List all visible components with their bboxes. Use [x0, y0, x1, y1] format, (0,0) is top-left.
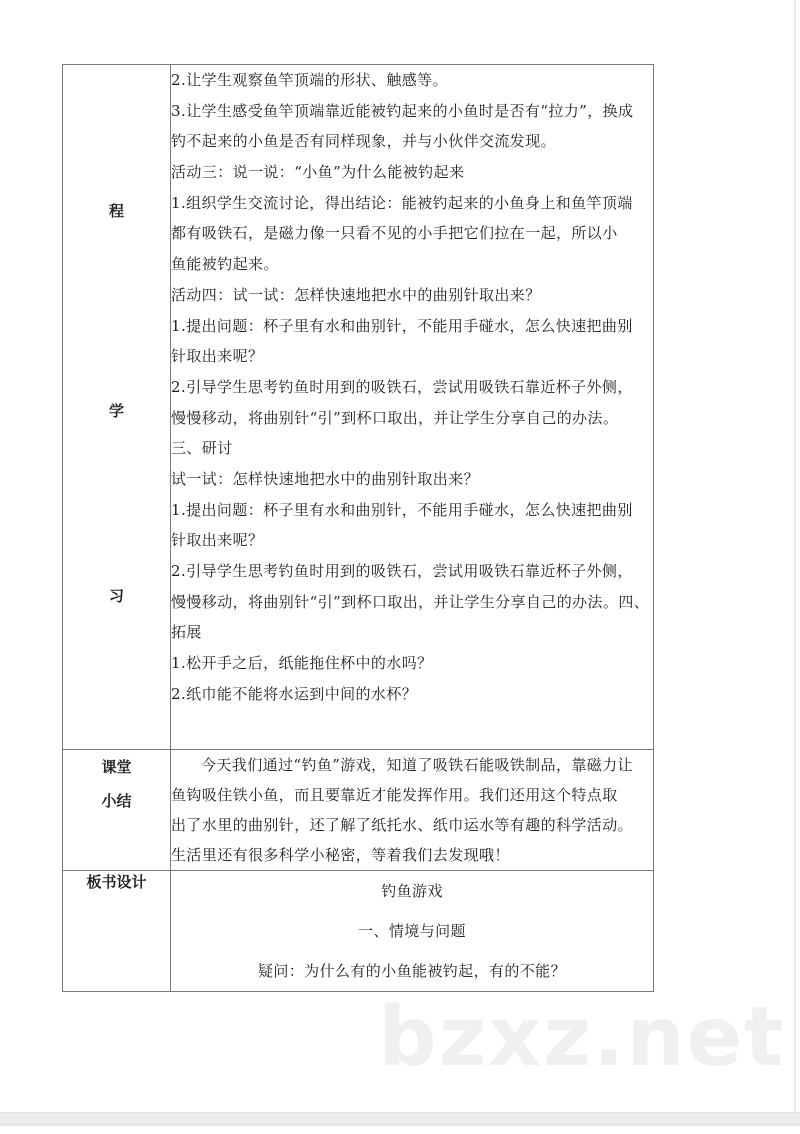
label-char-xue: 学 — [108, 402, 124, 420]
section-heading: 拓展 — [171, 623, 202, 642]
page-edge — [794, 0, 796, 1112]
text-line: 钓不起来的小鱼是否有同样现象，并与小伙伴交流发现。 — [171, 132, 557, 151]
table-row-summary — [63, 750, 654, 871]
board-label-cell: 板书设计 — [63, 871, 171, 992]
page-separator — [0, 1112, 800, 1126]
text-line: 针取出来呢？ — [171, 531, 264, 550]
board-title: 钓鱼游戏 — [381, 882, 443, 900]
activity-heading: 活动三：说一说：“小鱼”为什么能被钓起来 — [171, 163, 465, 182]
process-label-cell — [63, 65, 171, 750]
text-line: 3.让学生感受鱼竿顶端靠近能被钓起来的小鱼时是否有“拉力”，换成 — [171, 101, 634, 120]
label-char-xi: 习 — [108, 587, 124, 605]
board-content-cell — [171, 871, 654, 992]
table-row-board — [63, 871, 654, 992]
lesson-plan-table — [62, 64, 654, 992]
text-line: 1.提出问题：杯子里有水和曲别针，不能用手碰水，怎么快速把曲别 — [171, 316, 633, 335]
table-row-process — [63, 65, 654, 750]
text-line: 1.组织学生交流讨论，得出结论：能被钓起来的小鱼身上和鱼竿顶端 — [171, 193, 633, 212]
process-content-cell — [171, 65, 654, 750]
board-question: 疑问：为什么有的小鱼能被钓起，有的不能？ — [257, 962, 566, 980]
activity-heading: 活动四：试一试：怎样快速地把水中的曲别针取出来？ — [171, 285, 541, 304]
summary-text-line: 鱼钩吸住铁小鱼，而且要靠近才能发挥作用。我们还用这个特点取 — [171, 786, 618, 804]
text-line: 慢慢移动，将曲别针“引”到杯口取出，并让学生分享自己的办法。 — [171, 408, 619, 427]
text-line: 1.松开手之后，纸能拖住杯中的水吗？ — [171, 654, 433, 673]
summary-label-cell — [63, 750, 171, 871]
text-line: 2.引导学生思考钓鱼时用到的吸铁石，尝试用吸铁石靠近杯子外侧， — [171, 562, 633, 580]
label-char-cheng: 程 — [108, 202, 124, 220]
text-line: 都有吸铁石，是磁力像一只看不见的小手把它们拉在一起，所以小 — [171, 224, 618, 243]
text-line: 2.让学生观察鱼竿顶端的形状、触感等。 — [171, 71, 448, 89]
summary-content-cell — [171, 750, 654, 871]
board-subheading: 一、情境与问题 — [358, 922, 466, 940]
summary-text-line: 生活里还有很多科学小秘密，等着我们去发现哦！ — [171, 846, 510, 864]
text-line: 慢慢移动，将曲别针“引”到杯口取出，并让学生分享自己的办法。四、 — [171, 592, 650, 611]
text-line: 针取出来呢？ — [171, 347, 264, 366]
watermark: bzxz.net — [378, 990, 786, 1085]
text-line: 1.提出问题：杯子里有水和曲别针，不能用手碰水，怎么快速把曲别 — [171, 500, 633, 519]
text-line: 鱼能被钓起来。 — [171, 255, 279, 274]
text-line: 试一试：怎样快速地把水中的曲别针取出来？ — [171, 469, 480, 488]
summary-label-line2: 小结 — [101, 792, 132, 810]
text-line: 2.纸巾能不能将水运到中间的水杯？ — [171, 684, 418, 703]
text-line: 2.引导学生思考钓鱼时用到的吸铁石，尝试用吸铁石靠近杯子外侧， — [171, 377, 633, 396]
summary-label-line1: 课堂 — [101, 758, 132, 776]
section-heading: 三、研讨 — [171, 439, 233, 458]
summary-text-line: 出了水里的曲别针，还了解了纸托水、纸巾运水等有趣的科学活动。 — [171, 816, 634, 834]
summary-text-line: 今天我们通过“钓鱼”游戏，知道了吸铁石能吸铁制品，靠磁力让 — [201, 756, 633, 774]
